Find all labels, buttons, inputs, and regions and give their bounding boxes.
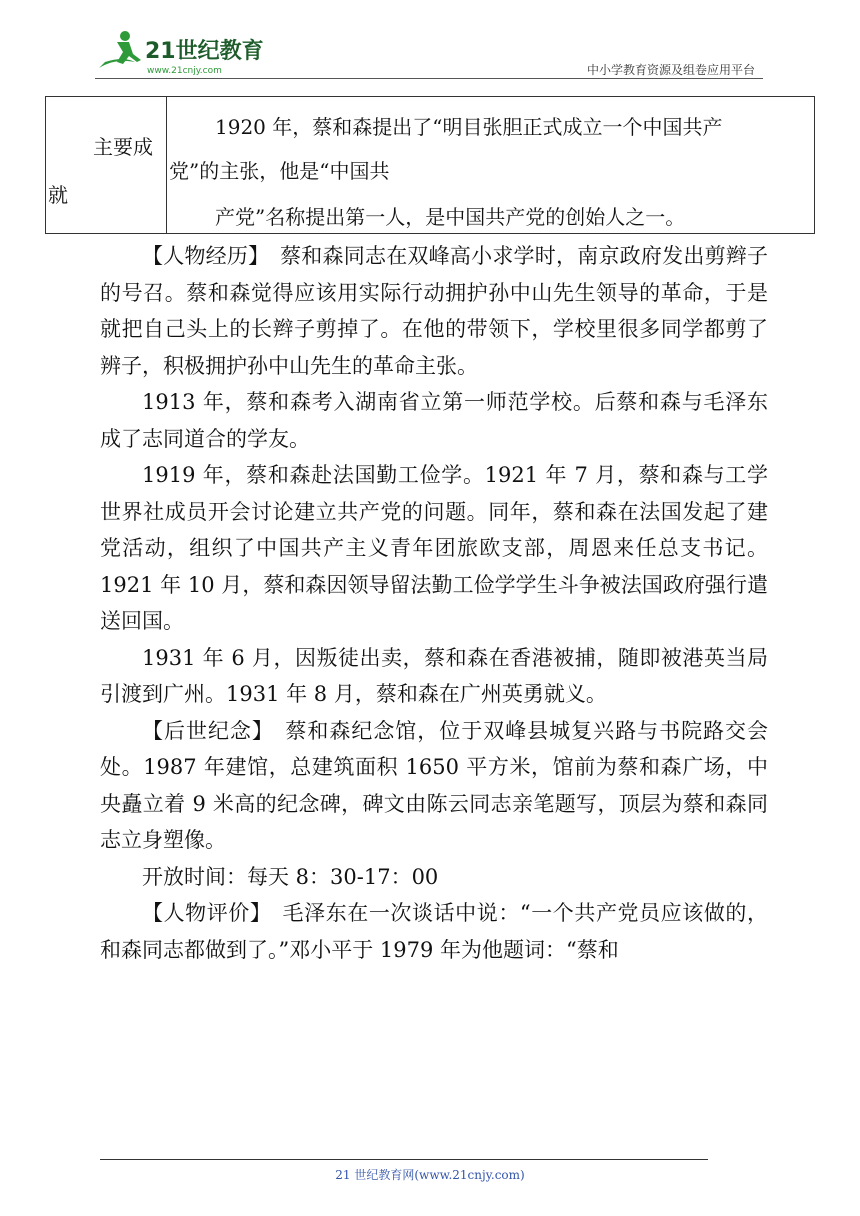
info-table — [45, 96, 815, 234]
logo-url: www.21cnjy.com — [147, 66, 222, 76]
runner-swoosh-icon — [99, 59, 135, 68]
paragraph-text: 蔡和森同志在双峰高小求学时，南京政府发出剪辫子的号召。蔡和森觉得应该用实际行动拥护孙中山先生领导的革命，于是就把自己头上的长辫子剪掉了。在他的带领下，学校里很多同学都剪了辨子，积极拥护孙中山先生的革命主张。 — [100, 244, 769, 378]
paragraph-text: 蔡和森纪念馆，位于双峰县城复兴路与书院路交会处。1987 年建馆，总建筑面积 1650 平方米，馆前为蔡和森广场，中央矗立着 9 米高的纪念碑，碑文由陈云同志亲笔题写，顶层为蔡和森同志立身塑像。 — [100, 718, 769, 852]
paragraph — [100, 895, 768, 968]
content-line-3: 产党”名称提出第一人，是中国共产党的创始人之一。 — [215, 205, 686, 229]
label-cell — [46, 97, 167, 234]
paragraph-text: 1919 年，蔡和森赴法国勤工俭学。1921 年 7 月，蔡和森与工学世界社成员开会讨论建立共产党的问题。同年，蔡和森在法国发起了建党活动，组织了中国共产主义青年团旅欧支部，周恩来任总支书记。1921 年 10 月，蔡和森因领导留法勤工俭学学生斗争被法国政府强行遣送回国。 — [100, 463, 768, 633]
section-heading: 【人物经历】 — [142, 244, 259, 268]
label-line-1: 主要成 — [93, 135, 153, 159]
header-divider — [95, 78, 763, 79]
paragraph-text: 1913 年，蔡和森考入湖南省立第一师范学校。后蔡和森与毛泽东成了志同道合的学友。 — [100, 390, 768, 451]
body-text — [100, 238, 768, 968]
footer-divider — [100, 1159, 708, 1160]
paragraph-text: 1931 年 6 月，因叛徒出卖，蔡和森在香港被捕，随即被港英当局引渡到广州。1931 年 8 月，蔡和森在广州英勇就义。 — [100, 645, 768, 706]
paragraph-text: 毛泽东在一次谈话中说：“一个共产党员应该做的，和森同志都做到了。”邓小平于 1979 年为他题词：“蔡和 — [100, 901, 768, 962]
label-line-2: 就 — [48, 183, 68, 207]
content-cell — [167, 97, 815, 234]
paragraph — [100, 384, 768, 457]
paragraph — [100, 640, 768, 713]
table-row — [46, 97, 815, 234]
content-line-1: 1920 年，蔡和森提出了“明目张胆正式成立一个中国共产 — [215, 115, 723, 139]
footer-text[interactable]: 21 世纪教育网(www.21cnjy.com) — [335, 1168, 525, 1182]
platform-text: 中小学教育资源及组卷应用平台 — [586, 63, 755, 77]
paragraph-text: 开放时间：每天 8：30-17：00 — [142, 864, 439, 889]
page-header — [95, 28, 763, 78]
section-heading: 【后世纪念】 — [142, 718, 264, 743]
content-line-2: 党”的主张，他是“中国共 — [169, 159, 390, 183]
logo — [95, 28, 265, 76]
runner-head-icon — [120, 31, 130, 41]
paragraph — [100, 713, 768, 859]
logo-text: 21世纪教育 — [145, 39, 264, 64]
paragraph — [100, 859, 768, 896]
paragraph — [100, 457, 768, 640]
section-heading: 【人物评价】 — [142, 901, 261, 925]
paragraph — [100, 238, 768, 384]
